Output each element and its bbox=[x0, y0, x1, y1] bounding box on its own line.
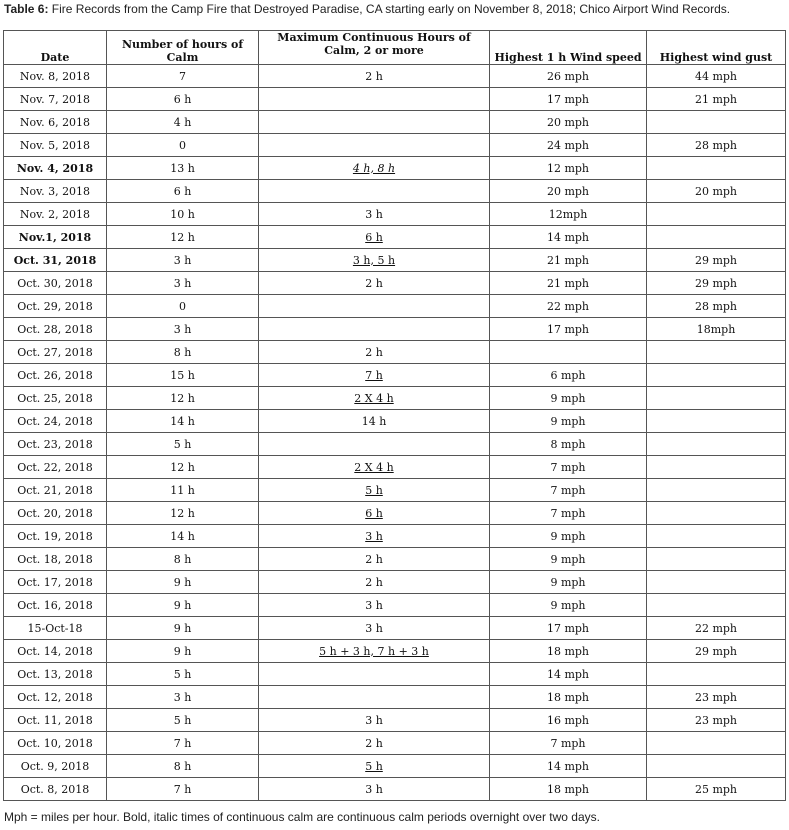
table-row bbox=[4, 502, 786, 525]
cell-date: Oct. 30, 2018 bbox=[4, 272, 107, 295]
table-row bbox=[4, 709, 786, 732]
cell-max-continuous-calm bbox=[259, 111, 490, 134]
calm-period-value: 4 h, 8 h bbox=[352, 161, 396, 175]
cell-highest-wind-gust bbox=[647, 433, 786, 456]
cell-max-continuous-calm bbox=[259, 226, 490, 249]
cell-highest-wind-speed: 18 mph bbox=[490, 686, 647, 709]
table-caption-label: Table 6: bbox=[4, 2, 49, 16]
table-row bbox=[4, 341, 786, 364]
cell-highest-wind-speed: 21 mph bbox=[490, 249, 647, 272]
cell-highest-wind-gust bbox=[647, 571, 786, 594]
cell-highest-wind-gust: 44 mph bbox=[647, 65, 786, 88]
table-row bbox=[4, 387, 786, 410]
cell-date: Oct. 20, 2018 bbox=[4, 502, 107, 525]
column-header-highest-wind-gust: Highest wind gust bbox=[647, 31, 786, 65]
cell-max-continuous-calm bbox=[259, 525, 490, 548]
cell-highest-wind-speed: 20 mph bbox=[490, 111, 647, 134]
cell-calm-hours: 12 h bbox=[107, 502, 259, 525]
cell-highest-wind-speed: 18 mph bbox=[490, 778, 647, 801]
cell-highest-wind-speed: 6 mph bbox=[490, 364, 647, 387]
table-row bbox=[4, 134, 786, 157]
cell-date: Oct. 10, 2018 bbox=[4, 732, 107, 755]
cell-highest-wind-gust bbox=[647, 111, 786, 134]
cell-max-continuous-calm bbox=[259, 640, 490, 663]
table-row bbox=[4, 157, 786, 180]
cell-date: Nov. 3, 2018 bbox=[4, 180, 107, 203]
cell-highest-wind-speed: 17 mph bbox=[490, 88, 647, 111]
cell-highest-wind-gust bbox=[647, 663, 786, 686]
cell-highest-wind-speed: 26 mph bbox=[490, 65, 647, 88]
cell-highest-wind-speed: 20 mph bbox=[490, 180, 647, 203]
table-row bbox=[4, 226, 786, 249]
table-row bbox=[4, 640, 786, 663]
cell-max-continuous-calm bbox=[259, 502, 490, 525]
cell-max-continuous-calm bbox=[259, 755, 490, 778]
cell-date: Oct. 29, 2018 bbox=[4, 295, 107, 318]
cell-highest-wind-speed: 21 mph bbox=[490, 272, 647, 295]
cell-calm-hours: 10 h bbox=[107, 203, 259, 226]
table-caption-text: Fire Records from the Camp Fire that Destroyed Paradise, CA starting early on November 8, 2018; Chico Airport Wind Records. bbox=[48, 2, 731, 16]
cell-max-continuous-calm: 3 h bbox=[259, 617, 490, 640]
cell-max-continuous-calm bbox=[259, 686, 490, 709]
cell-date: Nov. 6, 2018 bbox=[4, 111, 107, 134]
cell-highest-wind-gust bbox=[647, 755, 786, 778]
cell-max-continuous-calm: 2 h bbox=[259, 65, 490, 88]
table-row bbox=[4, 180, 786, 203]
table-row bbox=[4, 88, 786, 111]
table-row bbox=[4, 755, 786, 778]
cell-highest-wind-speed: 9 mph bbox=[490, 387, 647, 410]
cell-max-continuous-calm bbox=[259, 433, 490, 456]
cell-max-continuous-calm bbox=[259, 387, 490, 410]
cell-date: Oct. 12, 2018 bbox=[4, 686, 107, 709]
cell-highest-wind-gust bbox=[647, 732, 786, 755]
column-header-date: Date bbox=[4, 31, 107, 65]
table-row bbox=[4, 778, 786, 801]
calm-period-value: 7 h bbox=[365, 368, 383, 382]
table-row bbox=[4, 663, 786, 686]
table-row bbox=[4, 525, 786, 548]
cell-date: Nov. 8, 2018 bbox=[4, 65, 107, 88]
cell-max-continuous-calm: 2 h bbox=[259, 548, 490, 571]
cell-highest-wind-gust: 20 mph bbox=[647, 180, 786, 203]
cell-calm-hours: 8 h bbox=[107, 548, 259, 571]
cell-calm-hours: 0 bbox=[107, 134, 259, 157]
calm-period-value: 2 X 4 h bbox=[354, 460, 394, 474]
calm-period-value: 2 X 4 h bbox=[354, 391, 394, 405]
cell-highest-wind-gust bbox=[647, 364, 786, 387]
cell-calm-hours: 15 h bbox=[107, 364, 259, 387]
cell-max-continuous-calm bbox=[259, 88, 490, 111]
cell-date: Oct. 13, 2018 bbox=[4, 663, 107, 686]
cell-calm-hours: 13 h bbox=[107, 157, 259, 180]
cell-highest-wind-speed: 8 mph bbox=[490, 433, 647, 456]
cell-calm-hours: 12 h bbox=[107, 387, 259, 410]
cell-calm-hours: 6 h bbox=[107, 88, 259, 111]
calm-period-value: 6 h bbox=[365, 506, 383, 520]
calm-period-value: 3 h bbox=[365, 529, 383, 543]
cell-highest-wind-speed: 14 mph bbox=[490, 663, 647, 686]
cell-calm-hours: 7 bbox=[107, 65, 259, 88]
column-header-highest-wind-speed: Highest 1 h Wind speed bbox=[490, 31, 647, 65]
table-row bbox=[4, 111, 786, 134]
table-row bbox=[4, 617, 786, 640]
cell-max-continuous-calm bbox=[259, 134, 490, 157]
table-row bbox=[4, 548, 786, 571]
cell-date: Oct. 31, 2018 bbox=[4, 249, 107, 272]
cell-highest-wind-gust bbox=[647, 226, 786, 249]
cell-calm-hours: 7 h bbox=[107, 732, 259, 755]
calm-period-value: 5 h bbox=[365, 483, 383, 497]
table-row bbox=[4, 456, 786, 479]
cell-date: Oct. 18, 2018 bbox=[4, 548, 107, 571]
calm-period-value: 5 h bbox=[365, 759, 383, 773]
cell-calm-hours: 9 h bbox=[107, 594, 259, 617]
cell-max-continuous-calm: 2 h bbox=[259, 272, 490, 295]
cell-date: Oct. 28, 2018 bbox=[4, 318, 107, 341]
cell-date: Oct. 26, 2018 bbox=[4, 364, 107, 387]
cell-calm-hours: 12 h bbox=[107, 226, 259, 249]
cell-max-continuous-calm: 3 h bbox=[259, 594, 490, 617]
table-row bbox=[4, 410, 786, 433]
cell-date: Oct. 24, 2018 bbox=[4, 410, 107, 433]
table-row bbox=[4, 203, 786, 226]
cell-date: Oct. 8, 2018 bbox=[4, 778, 107, 801]
cell-highest-wind-gust: 29 mph bbox=[647, 640, 786, 663]
table-row bbox=[4, 732, 786, 755]
cell-calm-hours: 14 h bbox=[107, 525, 259, 548]
cell-max-continuous-calm: 3 h bbox=[259, 203, 490, 226]
cell-highest-wind-speed: 22 mph bbox=[490, 295, 647, 318]
cell-max-continuous-calm bbox=[259, 180, 490, 203]
calm-period-value: 3 h, 5 h bbox=[352, 253, 396, 267]
table-footnote: Mph = miles per hour. Bold, italic times of continuous calm are continuous calm periods overnight over two days. bbox=[4, 810, 600, 824]
table-caption bbox=[4, 2, 785, 16]
cell-date: 15-Oct-18 bbox=[4, 617, 107, 640]
cell-max-continuous-calm bbox=[259, 456, 490, 479]
cell-date: Oct. 17, 2018 bbox=[4, 571, 107, 594]
cell-highest-wind-gust bbox=[647, 410, 786, 433]
cell-date: Oct. 25, 2018 bbox=[4, 387, 107, 410]
cell-max-continuous-calm: 2 h bbox=[259, 341, 490, 364]
cell-calm-hours: 3 h bbox=[107, 272, 259, 295]
cell-calm-hours: 5 h bbox=[107, 433, 259, 456]
cell-calm-hours: 7 h bbox=[107, 778, 259, 801]
cell-highest-wind-gust bbox=[647, 525, 786, 548]
cell-highest-wind-speed: 18 mph bbox=[490, 640, 647, 663]
cell-highest-wind-gust bbox=[647, 203, 786, 226]
cell-highest-wind-gust: 28 mph bbox=[647, 295, 786, 318]
table-row bbox=[4, 571, 786, 594]
cell-date: Oct. 19, 2018 bbox=[4, 525, 107, 548]
cell-highest-wind-speed: 9 mph bbox=[490, 548, 647, 571]
cell-max-continuous-calm: 2 h bbox=[259, 732, 490, 755]
cell-date: Oct. 16, 2018 bbox=[4, 594, 107, 617]
cell-highest-wind-gust: 25 mph bbox=[647, 778, 786, 801]
cell-max-continuous-calm: 2 h bbox=[259, 571, 490, 594]
cell-highest-wind-gust: 22 mph bbox=[647, 617, 786, 640]
cell-highest-wind-gust: 29 mph bbox=[647, 249, 786, 272]
cell-highest-wind-gust: 23 mph bbox=[647, 709, 786, 732]
calm-period-value: 5 h + 3 h, 7 h + 3 h bbox=[319, 644, 429, 658]
cell-highest-wind-gust: 21 mph bbox=[647, 88, 786, 111]
cell-date: Oct. 11, 2018 bbox=[4, 709, 107, 732]
cell-date: Nov. 5, 2018 bbox=[4, 134, 107, 157]
cell-highest-wind-speed: 14 mph bbox=[490, 226, 647, 249]
cell-max-continuous-calm bbox=[259, 663, 490, 686]
cell-date: Nov. 2, 2018 bbox=[4, 203, 107, 226]
table-row bbox=[4, 272, 786, 295]
cell-highest-wind-speed: 24 mph bbox=[490, 134, 647, 157]
cell-highest-wind-gust bbox=[647, 157, 786, 180]
cell-max-continuous-calm bbox=[259, 479, 490, 502]
cell-calm-hours: 8 h bbox=[107, 755, 259, 778]
cell-highest-wind-speed: 14 mph bbox=[490, 755, 647, 778]
cell-max-continuous-calm bbox=[259, 157, 490, 180]
cell-max-continuous-calm bbox=[259, 364, 490, 387]
cell-highest-wind-gust bbox=[647, 387, 786, 410]
cell-highest-wind-speed: 12 mph bbox=[490, 157, 647, 180]
table-row bbox=[4, 686, 786, 709]
fire-records-table bbox=[3, 30, 786, 801]
cell-highest-wind-speed: 9 mph bbox=[490, 410, 647, 433]
cell-date: Oct. 9, 2018 bbox=[4, 755, 107, 778]
cell-highest-wind-speed: 7 mph bbox=[490, 732, 647, 755]
table-row bbox=[4, 479, 786, 502]
cell-date: Oct. 21, 2018 bbox=[4, 479, 107, 502]
cell-calm-hours: 5 h bbox=[107, 663, 259, 686]
cell-highest-wind-speed: 9 mph bbox=[490, 571, 647, 594]
cell-date: Oct. 23, 2018 bbox=[4, 433, 107, 456]
cell-calm-hours: 11 h bbox=[107, 479, 259, 502]
column-header-max-continuous-calm: Maximum Continuous Hours of Calm, 2 or more bbox=[259, 31, 490, 65]
cell-date: Nov. 4, 2018 bbox=[4, 157, 107, 180]
table-body bbox=[4, 65, 786, 801]
cell-max-continuous-calm: 3 h bbox=[259, 709, 490, 732]
cell-calm-hours: 9 h bbox=[107, 640, 259, 663]
cell-highest-wind-speed: 7 mph bbox=[490, 479, 647, 502]
table-header-row bbox=[4, 31, 786, 65]
cell-date: Nov.1, 2018 bbox=[4, 226, 107, 249]
table-row bbox=[4, 594, 786, 617]
column-header-calm-hours: Number of hours of Calm bbox=[107, 31, 259, 65]
cell-highest-wind-speed bbox=[490, 341, 647, 364]
cell-highest-wind-speed: 7 mph bbox=[490, 502, 647, 525]
cell-highest-wind-gust bbox=[647, 341, 786, 364]
cell-calm-hours: 4 h bbox=[107, 111, 259, 134]
table-row bbox=[4, 318, 786, 341]
cell-highest-wind-speed: 9 mph bbox=[490, 525, 647, 548]
cell-highest-wind-gust: 18mph bbox=[647, 318, 786, 341]
cell-highest-wind-gust: 29 mph bbox=[647, 272, 786, 295]
cell-date: Nov. 7, 2018 bbox=[4, 88, 107, 111]
cell-calm-hours: 6 h bbox=[107, 180, 259, 203]
cell-date: Oct. 27, 2018 bbox=[4, 341, 107, 364]
cell-highest-wind-speed: 9 mph bbox=[490, 594, 647, 617]
cell-date: Oct. 14, 2018 bbox=[4, 640, 107, 663]
cell-calm-hours: 5 h bbox=[107, 709, 259, 732]
table-row bbox=[4, 433, 786, 456]
cell-date: Oct. 22, 2018 bbox=[4, 456, 107, 479]
cell-max-continuous-calm: 3 h bbox=[259, 778, 490, 801]
cell-calm-hours: 12 h bbox=[107, 456, 259, 479]
cell-highest-wind-gust: 28 mph bbox=[647, 134, 786, 157]
cell-highest-wind-speed: 17 mph bbox=[490, 318, 647, 341]
cell-calm-hours: 14 h bbox=[107, 410, 259, 433]
table-row bbox=[4, 65, 786, 88]
table-row bbox=[4, 249, 786, 272]
cell-highest-wind-speed: 16 mph bbox=[490, 709, 647, 732]
table-row bbox=[4, 295, 786, 318]
cell-highest-wind-gust bbox=[647, 456, 786, 479]
cell-max-continuous-calm bbox=[259, 249, 490, 272]
cell-highest-wind-gust bbox=[647, 479, 786, 502]
cell-highest-wind-gust: 23 mph bbox=[647, 686, 786, 709]
cell-highest-wind-speed: 17 mph bbox=[490, 617, 647, 640]
calm-period-value: 6 h bbox=[365, 230, 383, 244]
cell-max-continuous-calm bbox=[259, 318, 490, 341]
cell-max-continuous-calm bbox=[259, 295, 490, 318]
cell-calm-hours: 9 h bbox=[107, 571, 259, 594]
cell-calm-hours: 3 h bbox=[107, 686, 259, 709]
cell-highest-wind-speed: 7 mph bbox=[490, 456, 647, 479]
cell-highest-wind-speed: 12mph bbox=[490, 203, 647, 226]
cell-highest-wind-gust bbox=[647, 548, 786, 571]
cell-calm-hours: 0 bbox=[107, 295, 259, 318]
cell-calm-hours: 9 h bbox=[107, 617, 259, 640]
cell-max-continuous-calm: 14 h bbox=[259, 410, 490, 433]
cell-calm-hours: 3 h bbox=[107, 318, 259, 341]
cell-calm-hours: 8 h bbox=[107, 341, 259, 364]
cell-highest-wind-gust bbox=[647, 594, 786, 617]
table-row bbox=[4, 364, 786, 387]
cell-calm-hours: 3 h bbox=[107, 249, 259, 272]
cell-highest-wind-gust bbox=[647, 502, 786, 525]
